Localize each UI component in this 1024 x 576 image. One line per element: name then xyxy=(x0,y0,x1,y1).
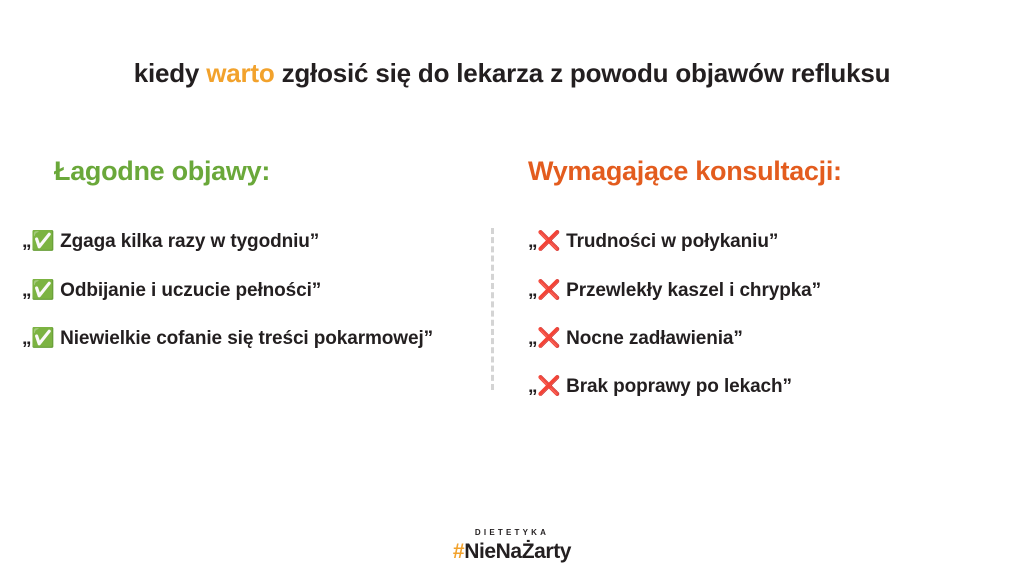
mild-symptoms-column xyxy=(0,155,472,374)
consultation-required-column xyxy=(472,155,1024,422)
list-item: „✅ Zgaga kilka razy w tygodniu” xyxy=(22,231,320,253)
list-item: „❌ Nocne zadławienia” xyxy=(528,327,743,349)
list-item: „❌ Brak poprawy po lekach” xyxy=(528,376,792,398)
consultation-required-list xyxy=(528,229,1004,400)
vertical-dashed-divider xyxy=(491,228,494,390)
hash-icon: # xyxy=(452,540,465,563)
list-item: „✅ Odbijanie i uczucie pełności” xyxy=(22,279,322,301)
footer-logo xyxy=(0,540,1024,564)
footer-logo-text: NieNaŻarty xyxy=(464,540,572,563)
list-item: „❌ Trudności w połykaniu” xyxy=(528,231,779,253)
list-item: „❌ Przewlekły kaszel i chrypka” xyxy=(528,279,822,301)
consultation-required-heading: Wymagające konsultacji: xyxy=(528,156,842,186)
columns-container xyxy=(0,155,1024,422)
title-text-before: kiedy xyxy=(133,58,207,89)
mild-symptoms-heading: Łagodne objawy: xyxy=(54,156,271,186)
list-item: „✅ Niewielkie cofanie się treści pokarmowej” xyxy=(22,327,434,349)
title-accent-word: warto xyxy=(206,58,275,89)
footer-kicker: DIETETYKA xyxy=(474,528,550,537)
page-title xyxy=(0,57,1024,90)
title-text-after: zgłosić się do lekarza z powodu objawów refluksu xyxy=(274,58,891,89)
mild-symptoms-list xyxy=(22,229,462,352)
footer-branding xyxy=(0,528,1024,564)
